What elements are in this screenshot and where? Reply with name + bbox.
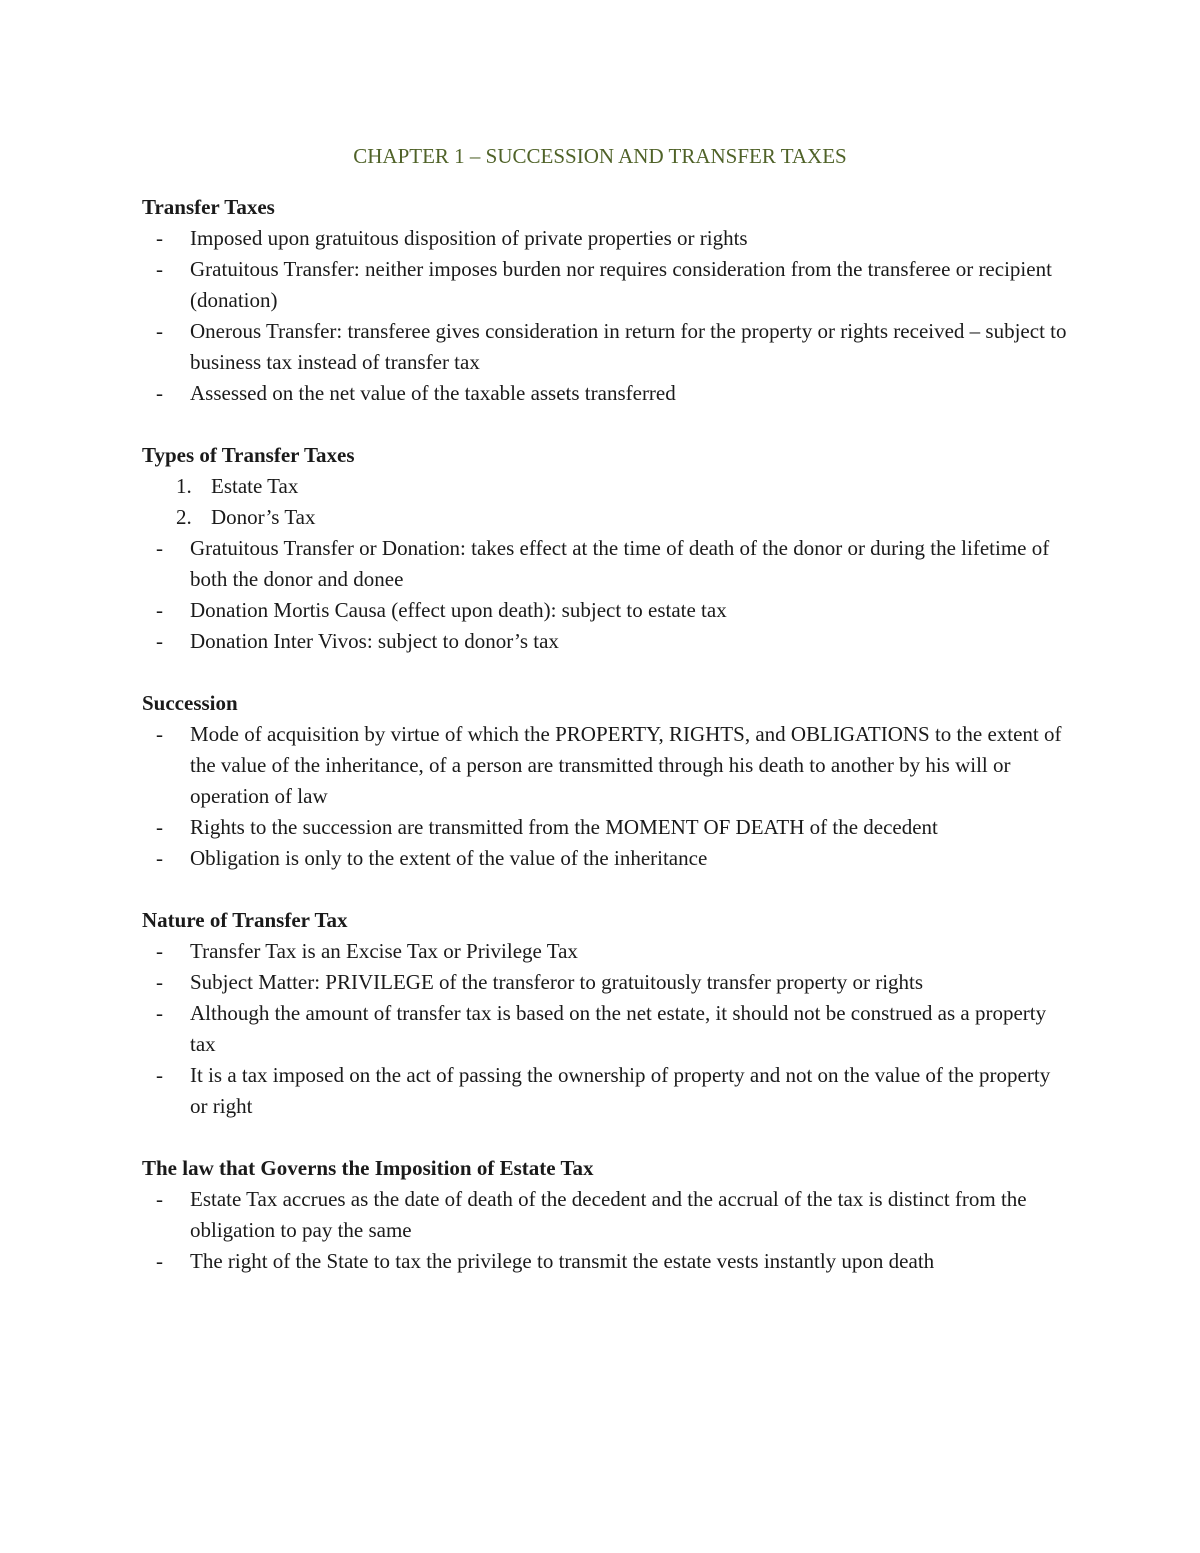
dash-marker: - bbox=[156, 226, 163, 250]
list-item bbox=[142, 1246, 1072, 1277]
list-item bbox=[142, 223, 1072, 254]
document-body bbox=[142, 192, 1072, 1308]
list-item-text: The right of the State to tax the privilege to transmit the estate vests instantly upon death bbox=[190, 1249, 935, 1273]
list-item bbox=[142, 533, 1072, 595]
dash-marker: - bbox=[156, 1001, 163, 1025]
list-item-text: Estate Tax accrues as the date of death of the decedent and the accrual of the tax is distinct from the obligation to pay the same bbox=[190, 1187, 1027, 1242]
list-item-text: Mode of acquisition by virtue of which the PROPERTY, RIGHTS, and OBLIGATIONS to the extent of the value of the inheritance, of a person are transmitted through his death to another by his will or operation of law bbox=[190, 722, 1062, 808]
list-item bbox=[142, 595, 1072, 626]
list-item bbox=[142, 254, 1072, 316]
section-nature-of-transfer-tax bbox=[142, 905, 1072, 1122]
list-item bbox=[142, 936, 1072, 967]
list-item-text: Donation Inter Vivos: subject to donor’s tax bbox=[190, 629, 559, 653]
section-heading: Nature of Transfer Tax bbox=[142, 908, 348, 932]
numbered-item bbox=[142, 502, 1072, 533]
list-item bbox=[142, 378, 1072, 409]
list-item-text: It is a tax imposed on the act of passing the ownership of property and not on the value of the property or right bbox=[190, 1063, 1051, 1118]
list-item-text: Gratuitous Transfer: neither imposes burden nor requires consideration from the transferee or recipient (donation) bbox=[190, 257, 1052, 312]
dash-marker: - bbox=[156, 970, 163, 994]
dash-marker: - bbox=[156, 257, 163, 281]
section-succession bbox=[142, 688, 1072, 874]
section-heading: The law that Governs the Imposition of Estate Tax bbox=[142, 1156, 594, 1180]
numbered-list bbox=[142, 471, 1072, 533]
dash-marker: - bbox=[156, 1187, 163, 1211]
list-item-text: Assessed on the net value of the taxable assets transferred bbox=[190, 381, 676, 405]
dash-marker: - bbox=[156, 815, 163, 839]
number-marker: 1. bbox=[176, 474, 192, 498]
list-item bbox=[142, 998, 1072, 1060]
list-item bbox=[142, 967, 1072, 998]
list-item-text: Gratuitous Transfer or Donation: takes effect at the time of death of the donor or during the lifetime of both the donor and donee bbox=[190, 536, 1050, 591]
list-item-text: Onerous Transfer: transferee gives consideration in return for the property or rights received – subject to business tax instead of transfer tax bbox=[190, 319, 1067, 374]
list-item-text: Transfer Tax is an Excise Tax or Privilege Tax bbox=[190, 939, 578, 963]
list-item bbox=[142, 1184, 1072, 1246]
numbered-item-text: Donor’s Tax bbox=[211, 505, 316, 529]
bullet-list bbox=[142, 533, 1072, 657]
section-law-governing-estate-tax bbox=[142, 1153, 1072, 1277]
section-transfer-taxes bbox=[142, 192, 1072, 409]
list-item-text: Subject Matter: PRIVILEGE of the transferor to gratuitously transfer property or rights bbox=[190, 970, 924, 994]
dash-marker: - bbox=[156, 319, 163, 343]
number-marker: 2. bbox=[176, 505, 192, 529]
dash-marker: - bbox=[156, 939, 163, 963]
list-item bbox=[142, 1060, 1072, 1122]
bullet-list bbox=[142, 936, 1072, 1122]
list-item-text: Donation Mortis Causa (effect upon death): subject to estate tax bbox=[190, 598, 727, 622]
chapter-title: CHAPTER 1 – SUCCESSION AND TRANSFER TAXES bbox=[353, 144, 847, 168]
numbered-item-text: Estate Tax bbox=[211, 474, 299, 498]
bullet-list bbox=[142, 1184, 1072, 1277]
dash-marker: - bbox=[156, 629, 163, 653]
dash-marker: - bbox=[156, 381, 163, 405]
dash-marker: - bbox=[156, 536, 163, 560]
dash-marker: - bbox=[156, 1063, 163, 1087]
list-item-text: Rights to the succession are transmitted from the MOMENT OF DEATH of the decedent bbox=[190, 815, 938, 839]
dash-marker: - bbox=[156, 722, 163, 746]
dash-marker: - bbox=[156, 598, 163, 622]
dash-marker: - bbox=[156, 846, 163, 870]
list-item bbox=[142, 316, 1072, 378]
section-heading: Types of Transfer Taxes bbox=[142, 443, 355, 467]
list-item bbox=[142, 843, 1072, 874]
numbered-item bbox=[142, 471, 1072, 502]
list-item bbox=[142, 719, 1072, 812]
list-item bbox=[142, 626, 1072, 657]
dash-marker: - bbox=[156, 1249, 163, 1273]
list-item bbox=[142, 812, 1072, 843]
list-item-text: Obligation is only to the extent of the value of the inheritance bbox=[190, 846, 708, 870]
section-heading: Transfer Taxes bbox=[142, 195, 275, 219]
list-item-text: Imposed upon gratuitous disposition of private properties or rights bbox=[190, 226, 748, 250]
bullet-list bbox=[142, 223, 1072, 409]
section-heading: Succession bbox=[142, 691, 238, 715]
section-types-of-transfer-taxes bbox=[142, 440, 1072, 657]
list-item-text: Although the amount of transfer tax is based on the net estate, it should not be construed as a property tax bbox=[190, 1001, 1047, 1056]
bullet-list bbox=[142, 719, 1072, 874]
